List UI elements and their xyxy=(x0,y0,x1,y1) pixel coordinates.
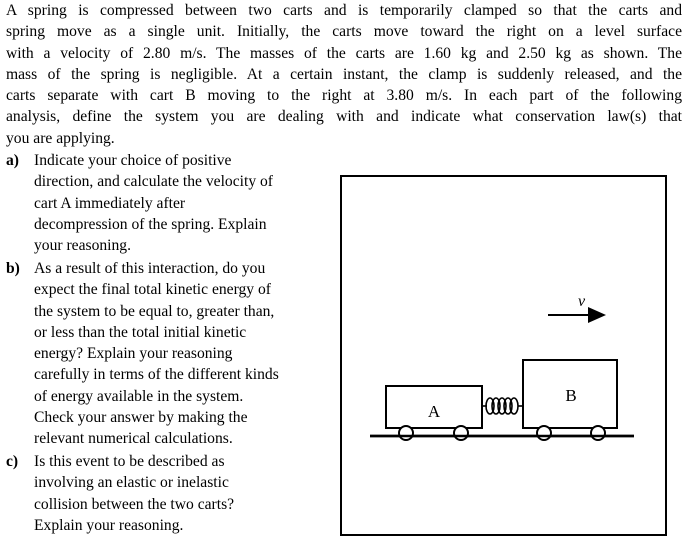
problem-intro xyxy=(6,0,682,149)
cart-diagram xyxy=(340,175,667,536)
intro-line: carts separate with cart B moving to the right at 3.80 m/s. In each part of the following xyxy=(6,87,682,105)
part-b-line: carefully in terms of the different kinds xyxy=(34,366,279,384)
part-c-line: involving an elastic or inelastic xyxy=(34,474,229,492)
part-b-line: As a result of this interaction, do you xyxy=(34,260,266,277)
part-c-label: c) xyxy=(6,453,19,470)
part-a-line: your reasoning. xyxy=(34,237,132,255)
velocity-arrow-icon xyxy=(548,307,606,323)
part-b-line: Check your answer by making the xyxy=(34,409,248,427)
intro-line: you are applying. xyxy=(6,129,115,147)
part-c-line: collision between the two carts? xyxy=(34,495,235,513)
part-b-line: the system to be equal to, greater than, xyxy=(34,302,275,320)
part-b-line: energy? Explain your reasoning xyxy=(34,345,233,363)
question-part-b xyxy=(6,258,336,450)
cart-diagram-svg xyxy=(342,177,669,538)
spring-icon xyxy=(482,398,523,414)
part-a-label: a) xyxy=(6,152,19,169)
intro-line: spring move as a single unit. Initially, the carts move toward the right on a level surface xyxy=(6,23,682,41)
intro-line: with a velocity of 2.80 m/s. The masses of the carts are 1.60 kg and 2.50 kg as shown. The xyxy=(6,44,682,62)
part-b-line: relevant numerical calculations. xyxy=(34,430,233,448)
part-b-label: b) xyxy=(6,260,20,277)
part-a-line: decompression of the spring. Explain xyxy=(34,215,267,233)
question-part-c xyxy=(6,451,336,536)
part-a-line: direction, and calculate the velocity of xyxy=(34,173,274,191)
cart-a-wheel-icon xyxy=(399,426,413,440)
question-part-a xyxy=(6,150,336,256)
part-b-line: of energy available in the system. xyxy=(34,387,244,405)
cart-a-wheel-icon xyxy=(454,426,468,440)
part-c-line: Explain your reasoning. xyxy=(34,516,184,534)
part-c-line: Is this event to be described as xyxy=(34,453,225,470)
cart-b-wheel-icon xyxy=(537,426,551,440)
cart-a-label: A xyxy=(427,402,441,421)
part-b-line: or less than the total initial kinetic xyxy=(34,323,247,341)
cart-b-wheel-icon xyxy=(591,426,605,440)
intro-line: A spring is compressed between two carts and is temporarily clamped so that the carts and xyxy=(6,2,682,19)
part-a-line: Indicate your choice of positive xyxy=(34,152,232,169)
intro-line: analysis, define the system you are dealing with and indicate what conservation law(s) that xyxy=(6,108,682,126)
intro-line: mass of the spring is negligible. At a certain instant, the clamp is suddenly released, and the xyxy=(6,65,682,83)
cart-b-label: B xyxy=(565,386,577,405)
part-a-line: cart A immediately after xyxy=(34,194,186,212)
velocity-label: v xyxy=(578,293,586,310)
part-b-line: expect the final total kinetic energy of xyxy=(34,281,271,299)
